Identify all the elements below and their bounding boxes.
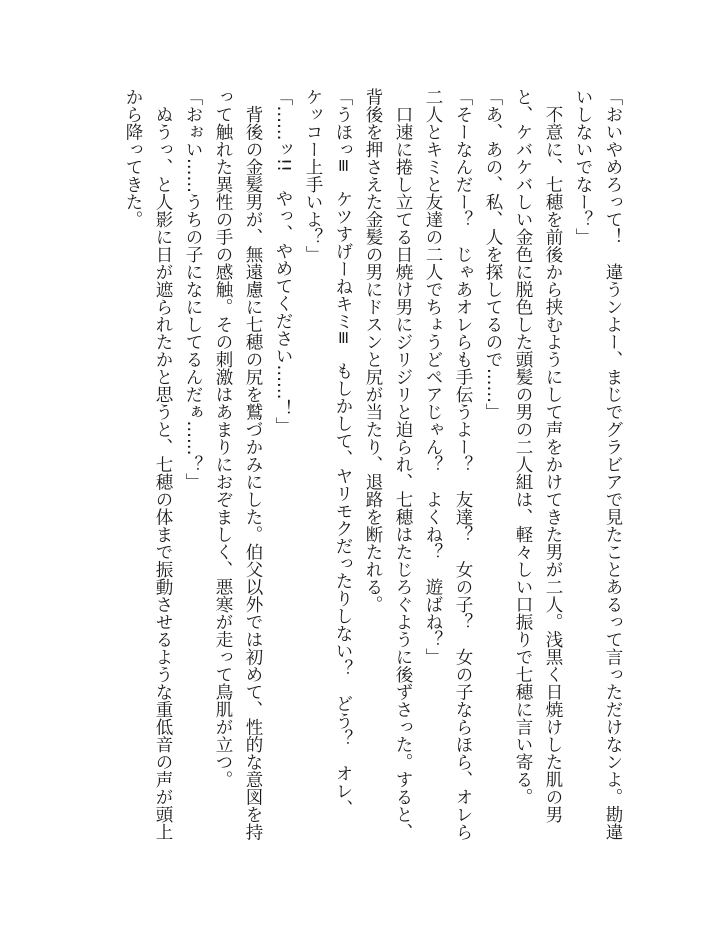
text-line: 背後を押さえた金髪の男にドスンと尻が当たり、退路を断たれる。 — [363, 88, 383, 613]
text-line: 「おいやめろって！ 違うンよー、まじでグラビアで見たことあるって言っただけなンよ。勘違 — [603, 88, 623, 841]
text-line: 「あ、あの、私、人を探してるので……」 — [483, 88, 503, 421]
text-line: と、ケバケバしい金色に脱色した頭髪の男の二人組は、軽々しい口振りで七穂に言い寄る。 — [513, 88, 533, 806]
vertical-text-page — [118, 88, 628, 868]
text-line: 「うほっ≡ ケツすげーねキミ≡ もしかして、ヤリモクだったりしない？ どう？ オレ、 — [333, 88, 353, 818]
text-line: 不意に、七穂を前後から挟むようにして声をかけてきた男が二人。浅黒く日焼けした肌の男 — [543, 88, 563, 823]
text-line: ぬうっ、と人影に日が遮られたかと思うと、七穂の体まで振動させるような重低音の声が頭上 — [153, 88, 173, 841]
text-line: ケッコー上手いよ？」 — [303, 88, 323, 263]
text-line: 「おぉい……うちの子になにしてるんだぁ……？」 — [183, 88, 203, 491]
text-line: いしないでなー？」 — [573, 88, 593, 246]
text-line: 二人とキミと友達の二人でちょうどペアじゃん？ よくね？ 遊ばね？」 — [423, 88, 443, 666]
text-line: から降ってきた。 — [123, 88, 143, 228]
text-line: って触れた異性の手の感触。その刺激はあまりにおぞましく、悪寒が走って鳥肌が立つ。 — [213, 88, 233, 788]
text-line: 「……ッ!! やっ、やめてください……！」 — [273, 88, 293, 435]
text-line: 背後の金髪男が、無遠慮に七穂の尻を鷲づかみにした。伯父以外では初めて、性的な意図を持 — [243, 88, 263, 841]
text-line: 「そーなんだー？ じゃあオレらも手伝うよー？ 友達？ 女の子？ 女の子ならほら、オレら — [453, 88, 473, 841]
text-line: 口速に捲し立てる日焼け男にジリジリと迫られ、七穂はたじろぐように後ずさった。すると、 — [393, 88, 413, 841]
